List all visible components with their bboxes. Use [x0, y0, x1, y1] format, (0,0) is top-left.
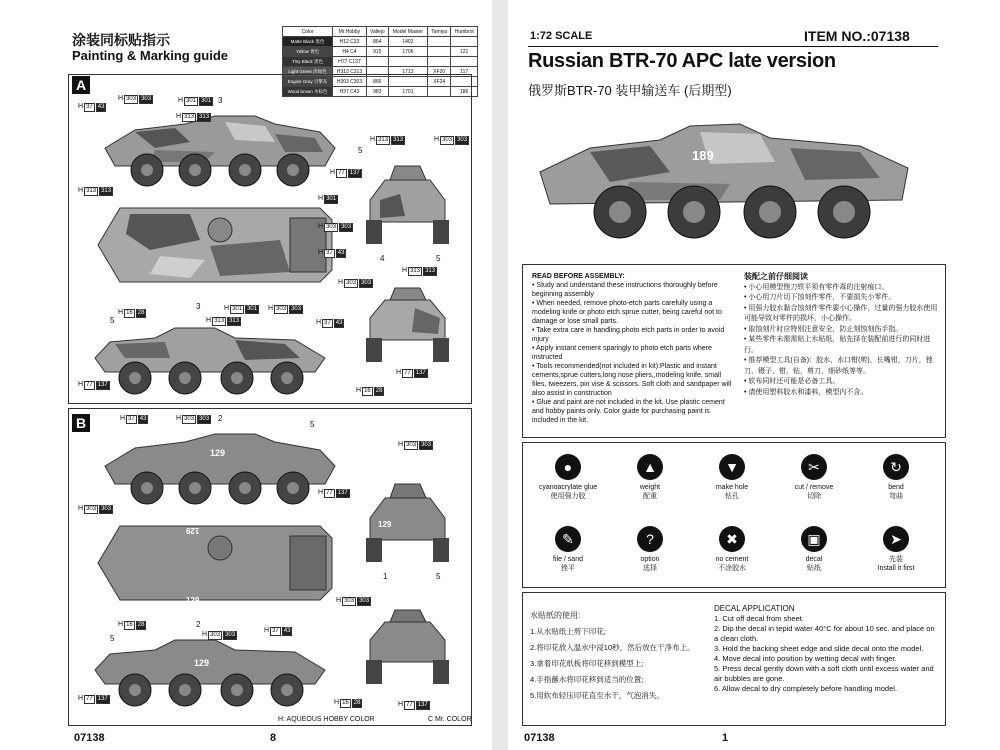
callout: H 16 28 — [356, 387, 383, 394]
table-row: Light Green 淡绿色 H313 C313 1713 XF20 117 — [283, 67, 478, 77]
table-header: Humbrol — [451, 27, 478, 37]
callout: H 77 137 — [78, 381, 108, 388]
callout: H 77 137 — [396, 369, 426, 376]
callout: H 16 28 — [118, 309, 145, 316]
decal-en-heading: DECAL APPLICATION — [714, 604, 795, 613]
list-item: • Tools recommended(not included in kit):Plastic and instant cements,sprue cutters,long nose pliers,,modeling knife, small files, tweezers, pin vise & scissors. Soft cloth and sandpaper will also assist in construction — [532, 363, 732, 397]
callout: H 301 — [318, 195, 337, 202]
table-header: Color — [283, 27, 333, 37]
symbol-make-hole: ▼ make hole 钻孔 — [702, 454, 762, 501]
list-item: 1. Cut off decal from sheet. — [714, 614, 804, 623]
painting-guide-title-en: Painting & Marking guide — [72, 48, 229, 63]
painting-guide-title-cn: 涂装同标贴指示 — [72, 32, 170, 48]
callout: H 37 43 — [120, 415, 147, 422]
scheme-b-top-view — [90, 518, 340, 608]
weight-icon: ▲ — [637, 454, 663, 480]
callout: H 303 303 — [118, 95, 152, 102]
decal-icon: ▣ — [801, 526, 827, 552]
callout: H 303 303 — [176, 415, 210, 422]
list-item: 3.拿着印花纸板将印花移到模型上; — [530, 659, 644, 668]
callout-number: 1 — [383, 572, 388, 581]
scheme-b-label: B — [72, 414, 90, 432]
callout: H 16 28 — [118, 621, 145, 628]
page-number: 1 — [722, 732, 729, 744]
callout: H 303 303 — [78, 505, 112, 512]
table-row: Wood brown 木棕色 H37 C43 983 1701 186 — [283, 87, 478, 97]
symbol-weight: ▲ weight 配重 — [620, 454, 680, 501]
scheme-b-side-view-right — [85, 630, 335, 710]
callout: H 313 313 — [402, 267, 436, 274]
footer-legend-hobby: H: AQUEOUS HOBBY COLOR — [278, 716, 375, 723]
read-before-heading: READ BEFORE ASSEMBLY: — [532, 273, 625, 280]
callout: H 303 303 — [202, 631, 236, 638]
table-header: Model Master — [388, 27, 427, 37]
callout: H 303 303 — [336, 597, 370, 604]
callout: H 313 313 — [206, 317, 240, 324]
install-first-icon: ➤ — [883, 526, 909, 552]
list-item: 5.用软布轻压印花直至水干，气泡消失。 — [530, 691, 664, 700]
page-number: 8 — [270, 732, 277, 744]
table-header: Tamiya — [428, 27, 451, 37]
callout: H 37 43 — [78, 103, 105, 110]
callout-number: 2 — [218, 414, 223, 423]
file-icon: ✎ — [555, 526, 581, 552]
scissors-icon: ✂ — [801, 454, 827, 480]
list-item: • 小心用刀片切下蚀刻件零件，不要损失小零件。 — [744, 294, 896, 301]
table-row: Yellow 黄色 H4 C4 915 1706 121 — [283, 47, 478, 57]
kit-title-cn: 俄罗斯BTR-70 装甲输送车 (后期型) — [528, 83, 732, 98]
footer-legend-mr-color: C Mr. COLOR — [428, 716, 472, 723]
list-item: • 推荐模型工具(自备)：胶水，水口钳(剪)，长嘴钳，刀片，锉刀，镊子，钳，钻，剪刀，细砂纸等等。 — [744, 357, 933, 375]
callout-number: 3 — [218, 96, 223, 105]
hull-number-front: 129 — [378, 520, 392, 529]
list-item: • Glue and paint are not included in the kit. Use plastic cement and hobby paints only. Color guide for purchasing paint is included in the kit. — [532, 399, 725, 424]
callout-number: 5 — [110, 634, 115, 643]
symbol-bend: ↻ bend 弯曲 — [866, 454, 926, 501]
list-item: • Take extra care in handling photo etch parts in order to avoid injury — [532, 327, 725, 343]
callout-number: 3 — [196, 302, 201, 311]
left-page — [0, 0, 492, 750]
box-art-vehicle — [530, 112, 920, 262]
symbol-install-first: ➤ 先装 Install it first — [866, 526, 926, 573]
box-art-hull-number: 189 — [692, 148, 714, 163]
scheme-a-side-view-right — [85, 318, 335, 400]
list-item: • 小心用模型锉刀铁平须有零件毒的注射痕口。 — [744, 283, 889, 291]
scale-label: 1:72 SCALE — [530, 30, 593, 42]
list-item: • 用强力胶水黏合蚀刻件零件要小心操作，过量的强力胶水使用可能导致对零件的损坏，小心操作。 — [744, 304, 938, 322]
callout: H 16 28 — [334, 699, 361, 706]
callout: H 77 137 — [398, 701, 428, 708]
symbol-no-cement: ✖ no cement 不涂胶水 — [702, 526, 762, 573]
callout-number: 5 — [310, 420, 315, 429]
symbol-cut-remove: ✂ cut / remove 切除 — [784, 454, 844, 501]
callout: H 303 303 — [338, 279, 372, 286]
callout-number: 2 — [196, 620, 201, 629]
symbol-file-sand: ✎ file / sand 锉平 — [538, 526, 598, 573]
hull-number-side-b: 129 — [194, 658, 210, 668]
list-item: • When needed, remove photo-etch parts carefully using a modeling knife or photo etch sprue cutter, being careful not to damage or lose small parts. — [532, 300, 722, 325]
list-item: • 请使用塑料胶水和漆料，模型内不含。 — [744, 388, 868, 396]
decal-instructions-en — [714, 604, 938, 694]
callout: H 37 43 — [316, 319, 343, 326]
list-item: • 软布同时还可能是必备工具。 — [744, 378, 840, 385]
table-header: Vallejo — [366, 27, 388, 37]
read-before-cn — [744, 272, 940, 398]
decal-instructions-cn — [530, 608, 715, 704]
drill-icon: ▼ — [719, 454, 745, 480]
list-item: 6. Allow decal to dry completely before handling model. — [714, 684, 898, 693]
callout-number: 5 — [110, 316, 115, 325]
callout: H 301 301 — [224, 305, 258, 312]
table-header: Mr.Hobby — [333, 27, 367, 37]
no-cement-icon: ✖ — [719, 526, 745, 552]
scheme-a-front-view — [360, 160, 455, 250]
page-gutter — [492, 0, 508, 750]
callout-number: 5 — [358, 146, 363, 155]
scheme-b-rear-view — [360, 604, 455, 686]
callout: H 303 303 — [268, 305, 302, 312]
callout: H 77 137 — [330, 169, 360, 176]
read-before-en — [532, 272, 732, 425]
list-item: 2. Dip the decal in tepid water 40°C for about 10 sec. and place on a clean cloth. — [714, 624, 935, 643]
list-item: • 取蚀刻片时应特别注意安全，防止刻蚀刻伤手指。 — [744, 325, 903, 333]
decal-cn-heading: 水贴纸的使用: — [530, 611, 581, 620]
callout: H 303 303 — [434, 136, 468, 143]
symbol-decal: ▣ decal 贴纸 — [784, 526, 844, 573]
callout-number: 5 — [436, 572, 441, 581]
symbol-option: ? option 选择 — [620, 526, 680, 573]
callout: H 303 303 — [318, 223, 352, 230]
hull-number-marking: 129 — [210, 448, 226, 458]
scheme-b-front-view — [360, 478, 455, 566]
glue-drop-icon: ● — [555, 454, 581, 480]
scheme-b-side-view — [95, 426, 345, 510]
callout: H 303 303 — [398, 441, 432, 448]
callout: H 77 137 — [78, 695, 108, 702]
bend-arrow-icon: ↻ — [883, 454, 909, 480]
hull-number-top-lower: 129 — [186, 596, 200, 605]
legend-c-letter: C — [428, 716, 434, 723]
symbol-cyanoacrylate-glue: ● cyanoacrylate glue 使用强力胶 — [538, 454, 598, 501]
hull-number-top: 129 — [186, 526, 200, 535]
table-row: Matte Black 黑色 H12 C33 864 1402 — [283, 37, 478, 47]
callout-number: 5 — [436, 254, 441, 263]
question-icon: ? — [637, 526, 663, 552]
list-item: 5. Press decal gently down with a soft cloth until excess water and air bubbles are gone. — [714, 664, 934, 683]
item-number: ITEM NO.:07138 — [804, 28, 910, 44]
list-item: • 某些零件未需需贴上水贴纸，贴先择在装配前进行的同时进行。 — [744, 336, 931, 354]
list-item: 4. Move decal into position by wetting decal with finger. — [714, 654, 897, 663]
scheme-a-rear-view — [360, 282, 455, 367]
list-item: 3. Hold the backing sheet edge and slide decal onto the model. — [714, 644, 924, 653]
callout: H 313 313 — [176, 113, 210, 120]
right-page — [508, 0, 1000, 750]
scheme-a-top-view — [90, 200, 340, 290]
header-divider — [528, 46, 938, 47]
scheme-a-side-view — [95, 108, 345, 194]
read-before-cn-heading: 装配之前仔细阅读 — [744, 272, 808, 281]
list-item: • Study and understand these instructions thoroughly before beginning assembly — [532, 282, 718, 298]
page-code: 07138 — [524, 732, 555, 744]
scheme-a-label: A — [72, 76, 90, 94]
list-item: 4.手指蘸水将印花移到适当的位置; — [530, 675, 644, 684]
callout: H 77 137 — [318, 489, 348, 496]
callout: H 313 313 — [370, 136, 404, 143]
page-code: 07138 — [74, 732, 105, 744]
callout: H 37 43 — [264, 627, 291, 634]
table-row: Tiny Black 黑色 H77 C137 — [283, 57, 478, 67]
list-item: • Apply instant cement sparingly to photo etch parts where instructed — [532, 345, 712, 361]
callout: H 301 301 — [178, 97, 212, 104]
callout-number: 4 — [380, 254, 385, 263]
list-item: 1.从水贴纸上剪下印花; — [530, 627, 606, 636]
callout: H 37 43 — [318, 249, 345, 256]
table-row: Engine Gray 引擎灰 H303 C303 866 XF24 — [283, 77, 478, 87]
list-item: 2.将印花放入温水中浸10秒，然后放在干净布上。 — [530, 643, 695, 652]
kit-title-en: Russian BTR-70 APC late version — [528, 50, 836, 72]
callout: H 313 313 — [78, 187, 112, 194]
